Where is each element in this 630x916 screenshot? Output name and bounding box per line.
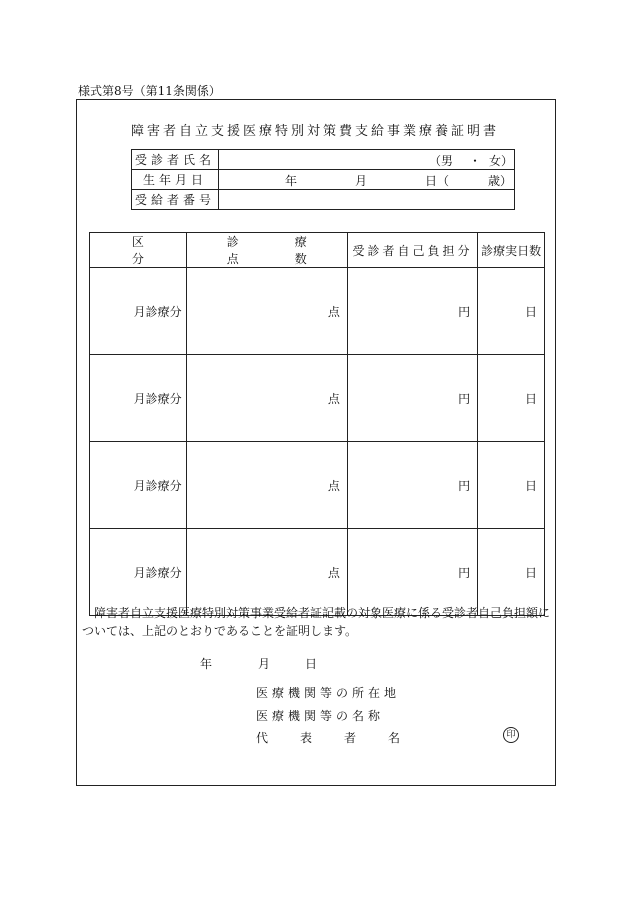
- copay-cell[interactable]: 円: [347, 529, 477, 616]
- header-category: 区 分: [90, 233, 187, 268]
- institution-name-label: 医療機関等の名称: [256, 709, 385, 723]
- form-number: 様式第8号（第11条関係）: [78, 84, 221, 98]
- header-points: 診 療 点 数: [186, 233, 347, 268]
- institution-address-label: 医療機関等の所在地: [256, 686, 401, 700]
- month-cell[interactable]: 月診療分: [90, 355, 187, 442]
- days-cell[interactable]: 日: [478, 442, 545, 529]
- representative-label: 代表者名: [256, 731, 433, 745]
- points-cell[interactable]: 点: [186, 268, 347, 355]
- copay-cell[interactable]: 円: [347, 355, 477, 442]
- sex-separator: ・: [469, 154, 482, 168]
- table-row: [90, 355, 545, 442]
- recipient-id-field[interactable]: [219, 190, 515, 210]
- header-days: 診療実日数: [478, 233, 545, 268]
- birth-day-unit: 日（: [425, 174, 450, 188]
- form-title: 障害者自立支援医療特別対策費支給事業療養証明書: [130, 124, 499, 139]
- birth-date-label: 生年月日: [132, 170, 219, 190]
- sex-female-option[interactable]: 女）: [489, 154, 514, 168]
- recipient-name-label: 受診者氏名: [132, 150, 219, 170]
- date-month-unit: 月: [258, 657, 271, 671]
- table-row: [90, 529, 545, 616]
- date-day-unit: 日: [305, 657, 318, 671]
- certification-date[interactable]: [200, 655, 317, 672]
- certification-statement: 障害者自立支援医療特別対策事業受給者証記載の対象医療に係る受診者自己負担額については、上記のとおりであることを証明します。: [82, 606, 551, 638]
- birth-year-unit: 年: [285, 174, 298, 188]
- days-cell[interactable]: 日: [478, 268, 545, 355]
- date-year-unit: 年: [200, 657, 213, 671]
- table-row: [90, 442, 545, 529]
- medical-fee-table: [89, 232, 545, 616]
- age-unit: 歳）: [488, 174, 513, 188]
- table-row: [90, 268, 545, 355]
- month-cell[interactable]: 月診療分: [90, 529, 187, 616]
- table-header-row: [90, 233, 545, 268]
- birth-month-unit: 月: [355, 174, 368, 188]
- recipient-name-row: [132, 150, 515, 170]
- birth-date-field[interactable]: [219, 170, 515, 190]
- recipient-name-field[interactable]: [219, 150, 515, 170]
- month-cell[interactable]: 月診療分: [90, 268, 187, 355]
- header-copay: 受診者自己負担分: [347, 233, 477, 268]
- copay-cell[interactable]: 円: [347, 442, 477, 529]
- seal-mark: 印: [503, 727, 519, 743]
- recipient-info-table: [131, 149, 515, 210]
- points-cell[interactable]: 点: [186, 442, 347, 529]
- sex-male-option[interactable]: （男: [429, 154, 454, 168]
- days-cell[interactable]: 日: [478, 355, 545, 442]
- points-cell[interactable]: 点: [186, 529, 347, 616]
- recipient-id-row: [132, 190, 515, 210]
- copay-cell[interactable]: 円: [347, 268, 477, 355]
- birth-date-row: [132, 170, 515, 190]
- days-cell[interactable]: 日: [478, 529, 545, 616]
- recipient-id-label: 受給者番号: [132, 190, 219, 210]
- month-cell[interactable]: 月診療分: [90, 442, 187, 529]
- points-cell[interactable]: 点: [186, 355, 347, 442]
